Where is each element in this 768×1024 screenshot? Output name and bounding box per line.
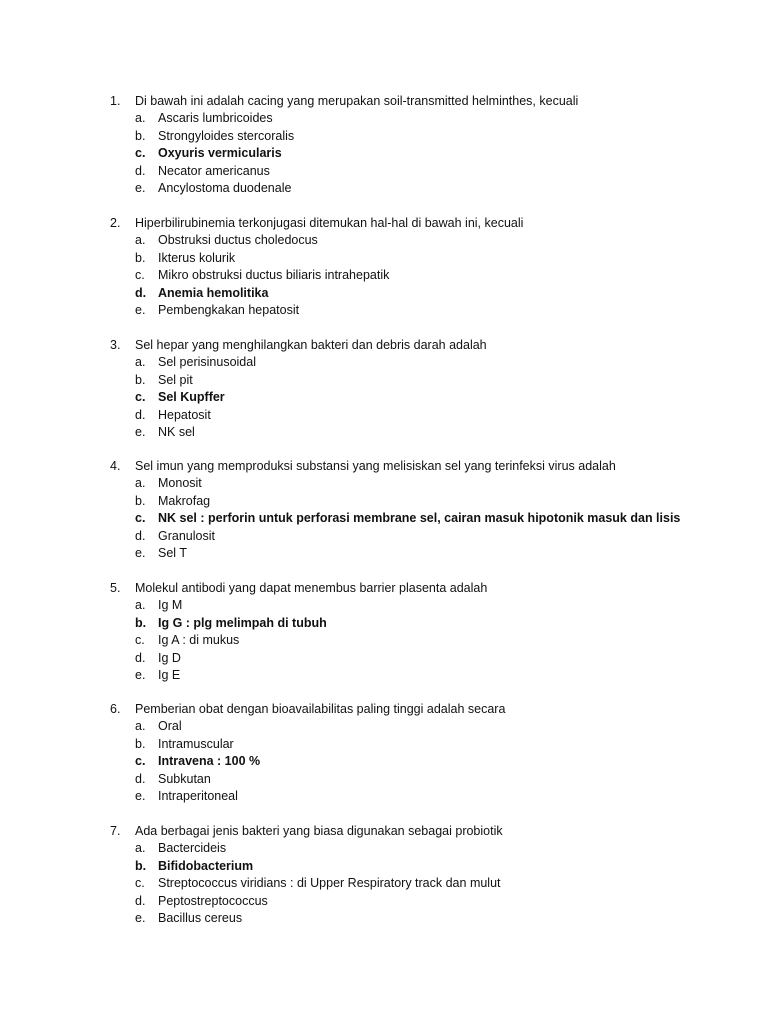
option-letter: e. bbox=[135, 667, 146, 682]
option-letter: c. bbox=[135, 146, 146, 161]
question-1 bbox=[0, 93, 768, 197]
answer-option bbox=[0, 180, 768, 197]
option-text: Strongyloides stercoralis bbox=[158, 128, 295, 143]
answer-option bbox=[0, 424, 768, 441]
option-letter: b. bbox=[135, 736, 146, 751]
option-text: Streptococcus viridians : di Upper Respiratory track dan mulut bbox=[158, 876, 501, 891]
answer-option bbox=[0, 285, 768, 302]
option-letter: a. bbox=[135, 719, 146, 734]
option-text: Ig A : di mukus bbox=[158, 633, 240, 648]
option-text: NK sel : perforin untuk perforasi membrane sel, cairan masuk hipotonik masuk dan lisis bbox=[158, 511, 681, 526]
option-letter: b. bbox=[135, 858, 147, 873]
option-letter: c. bbox=[135, 390, 146, 405]
option-text: Sel Kupffer bbox=[158, 390, 225, 405]
question-number: 4. bbox=[110, 459, 121, 473]
option-letter: a. bbox=[135, 233, 146, 248]
option-text: Obstruksi ductus choledocus bbox=[158, 233, 318, 248]
option-text: Mikro obstruksi ductus biliaris intrahepatik bbox=[158, 268, 390, 283]
answer-option bbox=[0, 250, 768, 267]
answer-option bbox=[0, 910, 768, 927]
option-text: Intraperitoneal bbox=[158, 788, 238, 803]
option-letter: d. bbox=[135, 407, 146, 422]
option-text: Sel T bbox=[158, 545, 187, 560]
option-text: Granulosit bbox=[158, 528, 215, 543]
question-6 bbox=[0, 701, 768, 805]
question-4 bbox=[0, 458, 768, 562]
question-text: Sel hepar yang menghilangkan bakteri dan debris darah adalah bbox=[135, 338, 487, 352]
option-letter: b. bbox=[135, 372, 146, 387]
option-text: Intramuscular bbox=[158, 736, 234, 751]
question-number: 7. bbox=[110, 824, 121, 838]
option-letter: d. bbox=[135, 163, 146, 178]
option-text: Ikterus kolurik bbox=[158, 250, 236, 265]
answer-option bbox=[0, 145, 768, 162]
answer-option bbox=[0, 510, 768, 527]
option-text: Bifidobacterium bbox=[158, 858, 254, 873]
question-stem bbox=[0, 215, 768, 232]
option-text: Oral bbox=[158, 719, 182, 734]
option-letter: e. bbox=[135, 302, 146, 317]
answer-option bbox=[0, 545, 768, 562]
question-stem bbox=[0, 580, 768, 597]
answer-option bbox=[0, 632, 768, 649]
option-letter: d. bbox=[135, 650, 146, 665]
question-text: Ada berbagai jenis bakteri yang biasa digunakan sebagai probiotik bbox=[135, 824, 503, 838]
option-letter: a. bbox=[135, 476, 146, 491]
question-text: Sel imun yang memproduksi substansi yang melisiskan sel yang terinfeksi virus adalah bbox=[135, 459, 616, 473]
answer-option bbox=[0, 372, 768, 389]
option-letter: c. bbox=[135, 876, 145, 891]
option-letter: a. bbox=[135, 355, 146, 370]
option-letter: b. bbox=[135, 128, 146, 143]
question-text: Di bawah ini adalah cacing yang merupakan soil-transmitted helminthes, kecuali bbox=[135, 94, 579, 108]
option-text: Sel perisinusoidal bbox=[158, 355, 256, 370]
question-7 bbox=[0, 823, 768, 927]
question-number: 6. bbox=[110, 702, 121, 716]
answer-option bbox=[0, 302, 768, 319]
option-letter: c. bbox=[135, 268, 145, 283]
option-text: Monosit bbox=[158, 476, 202, 491]
answer-option bbox=[0, 615, 768, 632]
question-number: 3. bbox=[110, 338, 121, 352]
answer-option bbox=[0, 163, 768, 180]
answer-option bbox=[0, 232, 768, 249]
question-number: 2. bbox=[110, 216, 121, 230]
answer-option bbox=[0, 528, 768, 545]
answer-option bbox=[0, 128, 768, 145]
question-text: Pemberian obat dengan bioavailabilitas paling tinggi adalah secara bbox=[135, 702, 506, 716]
question-stem bbox=[0, 823, 768, 840]
option-letter: a. bbox=[135, 841, 146, 856]
answer-option bbox=[0, 389, 768, 406]
answer-option bbox=[0, 771, 768, 788]
question-text: Hiperbilirubinemia terkonjugasi ditemukan hal-hal di bawah ini, kecuali bbox=[135, 216, 524, 230]
option-letter: e. bbox=[135, 545, 146, 560]
answer-option bbox=[0, 667, 768, 684]
option-letter: c. bbox=[135, 511, 146, 526]
option-letter: d. bbox=[135, 893, 146, 908]
question-5 bbox=[0, 580, 768, 684]
answer-option bbox=[0, 736, 768, 753]
answer-option bbox=[0, 493, 768, 510]
option-letter: a. bbox=[135, 111, 146, 126]
answer-option bbox=[0, 858, 768, 875]
question-stem bbox=[0, 458, 768, 475]
answer-option bbox=[0, 840, 768, 857]
question-number: 5. bbox=[110, 581, 121, 595]
answer-option bbox=[0, 718, 768, 735]
option-letter: d. bbox=[135, 285, 147, 300]
question-2 bbox=[0, 215, 768, 319]
answer-option bbox=[0, 354, 768, 371]
option-text: Ancylostoma duodenale bbox=[158, 180, 292, 195]
question-stem bbox=[0, 93, 768, 110]
answer-option bbox=[0, 788, 768, 805]
answer-option bbox=[0, 267, 768, 284]
question-3 bbox=[0, 337, 768, 441]
option-text: Ig E bbox=[158, 667, 181, 682]
option-text: Anemia hemolitika bbox=[158, 285, 269, 300]
option-text: Ig M bbox=[158, 598, 183, 613]
answer-option bbox=[0, 650, 768, 667]
option-text: Oxyuris vermicularis bbox=[158, 146, 282, 161]
answer-option bbox=[0, 407, 768, 424]
question-stem bbox=[0, 337, 768, 354]
question-text: Molekul antibodi yang dapat menembus barrier plasenta adalah bbox=[135, 581, 488, 595]
option-letter: b. bbox=[135, 493, 146, 508]
option-text: Intravena : 100 % bbox=[158, 754, 261, 769]
option-letter: d. bbox=[135, 771, 146, 786]
option-text: Peptostreptococcus bbox=[158, 893, 268, 908]
question-stem bbox=[0, 701, 768, 718]
option-text: Pembengkakan hepatosit bbox=[158, 302, 300, 317]
option-letter: b. bbox=[135, 615, 147, 630]
option-letter: c. bbox=[135, 754, 146, 769]
answer-option bbox=[0, 475, 768, 492]
option-letter: d. bbox=[135, 528, 146, 543]
option-text: Makrofag bbox=[158, 493, 211, 508]
option-text: Subkutan bbox=[158, 771, 211, 786]
option-letter: e. bbox=[135, 788, 146, 803]
option-text: Ig D bbox=[158, 650, 181, 665]
option-text: Hepatosit bbox=[158, 407, 211, 422]
option-letter: e. bbox=[135, 910, 146, 925]
question-number: 1. bbox=[110, 94, 121, 108]
option-letter: e. bbox=[135, 180, 146, 195]
option-letter: b. bbox=[135, 250, 146, 265]
option-text: Ig G : plg melimpah di tubuh bbox=[158, 615, 327, 630]
option-letter: c. bbox=[135, 633, 145, 648]
option-text: Ascaris lumbricoides bbox=[158, 111, 273, 126]
option-text: Bacillus cereus bbox=[158, 910, 243, 925]
option-text: Necator americanus bbox=[158, 163, 270, 178]
answer-option bbox=[0, 753, 768, 770]
answer-option bbox=[0, 875, 768, 892]
option-text: Sel pit bbox=[158, 372, 193, 387]
option-text: NK sel bbox=[158, 424, 195, 439]
answer-option bbox=[0, 597, 768, 614]
option-text: Bactercideis bbox=[158, 841, 227, 856]
answer-option bbox=[0, 110, 768, 127]
answer-option bbox=[0, 893, 768, 910]
option-letter: e. bbox=[135, 424, 146, 439]
option-letter: a. bbox=[135, 598, 146, 613]
